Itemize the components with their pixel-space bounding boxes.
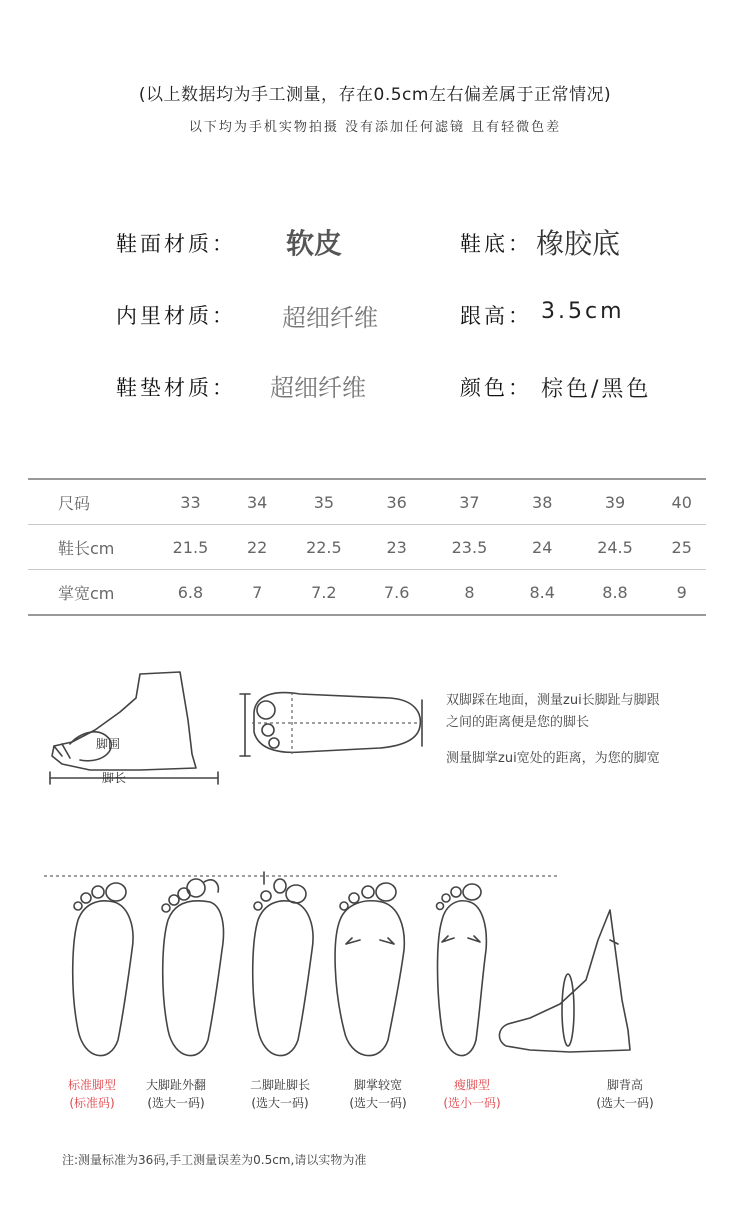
- foot-type-name: 脚掌较宽: [353, 1078, 402, 1092]
- standard-foot-icon: [73, 883, 133, 1056]
- table-cell: 24.5: [573, 525, 658, 570]
- table-cell: 8.4: [512, 570, 573, 616]
- foot-type-advice: (选大一码): [251, 1096, 309, 1110]
- foot-type-narrow: [427, 1076, 517, 1112]
- table-cell: 8.8: [573, 570, 658, 616]
- table-cell: 23.5: [427, 525, 512, 570]
- table-cell: 7: [233, 570, 282, 616]
- table-cell: 37: [427, 479, 512, 525]
- heel-height-label: 跟高：: [460, 304, 532, 328]
- table-cell: 6.8: [148, 570, 233, 616]
- top-foot-icon: [240, 692, 422, 756]
- table-cell: 36: [366, 479, 427, 525]
- narrow-foot-icon: [437, 884, 487, 1056]
- length-instruction-line1: 双脚踩在地面，测量zui长脚趾与脚跟: [446, 693, 660, 708]
- foot-type-advice: (选大一码): [147, 1096, 205, 1110]
- table-row: [28, 570, 706, 616]
- foot-type-name: 大脚趾外翻: [145, 1078, 206, 1092]
- foot-type-advice: (选小一码): [443, 1096, 501, 1110]
- table-cell: 35: [281, 479, 366, 525]
- sole-label: 鞋底：: [460, 232, 532, 256]
- high-instep-foot-icon: [499, 910, 630, 1052]
- table-cell: 23: [366, 525, 427, 570]
- table-cell: 8: [427, 570, 512, 616]
- table-cell: 7.6: [366, 570, 427, 616]
- width-instruction: 测量脚掌zui宽处的距离，为您的脚宽: [446, 751, 660, 766]
- row-header: 尺码: [28, 479, 148, 525]
- foot-type-second-toe: [235, 1076, 325, 1112]
- photo-note: 以下均为手机实物拍摄 没有添加任何滤镜 且有轻微色差: [188, 120, 562, 135]
- insole-material-value: 超细纤维: [270, 374, 366, 402]
- table-row: [28, 525, 706, 570]
- lining-material-value: 超细纤维: [282, 304, 378, 332]
- table-cell: 24: [512, 525, 573, 570]
- table-cell: 33: [148, 479, 233, 525]
- sole-value: 橡胶底: [536, 227, 621, 260]
- girth-label: 脚围: [96, 737, 121, 751]
- wide-foot-icon: [335, 883, 404, 1056]
- bunion-foot-icon: [162, 879, 224, 1056]
- table-cell: 25: [657, 525, 706, 570]
- table-cell: 22.5: [281, 525, 366, 570]
- length-label: 脚长: [102, 771, 127, 785]
- foot-types-diagram: [40, 860, 720, 1070]
- table-cell: 40: [657, 479, 706, 525]
- color-label: 颜色：: [460, 376, 532, 400]
- foot-type-name: 瘦脚型: [453, 1078, 490, 1092]
- side-foot-icon: [50, 672, 218, 784]
- table-cell: 21.5: [148, 525, 233, 570]
- foot-type-name: 二脚趾脚长: [249, 1078, 310, 1092]
- length-instruction-line2: 之间的距离便是您的脚长: [446, 715, 590, 730]
- length-instruction: [446, 690, 660, 734]
- table-cell: 39: [573, 479, 658, 525]
- foot-measure-diagram: [40, 660, 440, 800]
- insole-material-label: 鞋垫材质：: [116, 376, 236, 400]
- foot-type-name: 标准脚型: [67, 1078, 116, 1092]
- size-table: [28, 478, 706, 616]
- table-cell: 7.2: [281, 570, 366, 616]
- foot-type-name: 脚背高: [606, 1078, 643, 1092]
- heel-height-value: 3.5cm: [541, 299, 625, 324]
- table-cell: 22: [233, 525, 282, 570]
- second-toe-foot-icon: [253, 872, 313, 1056]
- foot-type-advice: (选大一码): [596, 1096, 654, 1110]
- foot-type-advice: (选大一码): [349, 1096, 407, 1110]
- table-cell: 34: [233, 479, 282, 525]
- foot-type-advice: (标准码): [69, 1096, 115, 1110]
- table-cell: 38: [512, 479, 573, 525]
- measurement-note: (以上数据均为手工测量，存在0.5cm左右偏差属于正常情况): [138, 85, 612, 105]
- foot-type-high-instep: [580, 1076, 670, 1112]
- upper-material-value: 软皮: [286, 227, 343, 260]
- table-cell: 9: [657, 570, 706, 616]
- foot-type-wide: [333, 1076, 423, 1112]
- foot-type-standard: [47, 1076, 137, 1112]
- lining-material-label: 内里材质：: [116, 304, 236, 328]
- foot-type-bunion: [131, 1076, 221, 1112]
- table-row: [28, 479, 706, 525]
- row-header: 鞋长cm: [28, 525, 148, 570]
- upper-material-label: 鞋面材质：: [116, 232, 236, 256]
- footer-note: 注:测量标准为36码,手工测量误差为0.5cm,请以实物为准: [62, 1153, 367, 1167]
- row-header: 掌宽cm: [28, 570, 148, 616]
- color-value: 棕色/黑色: [541, 377, 652, 402]
